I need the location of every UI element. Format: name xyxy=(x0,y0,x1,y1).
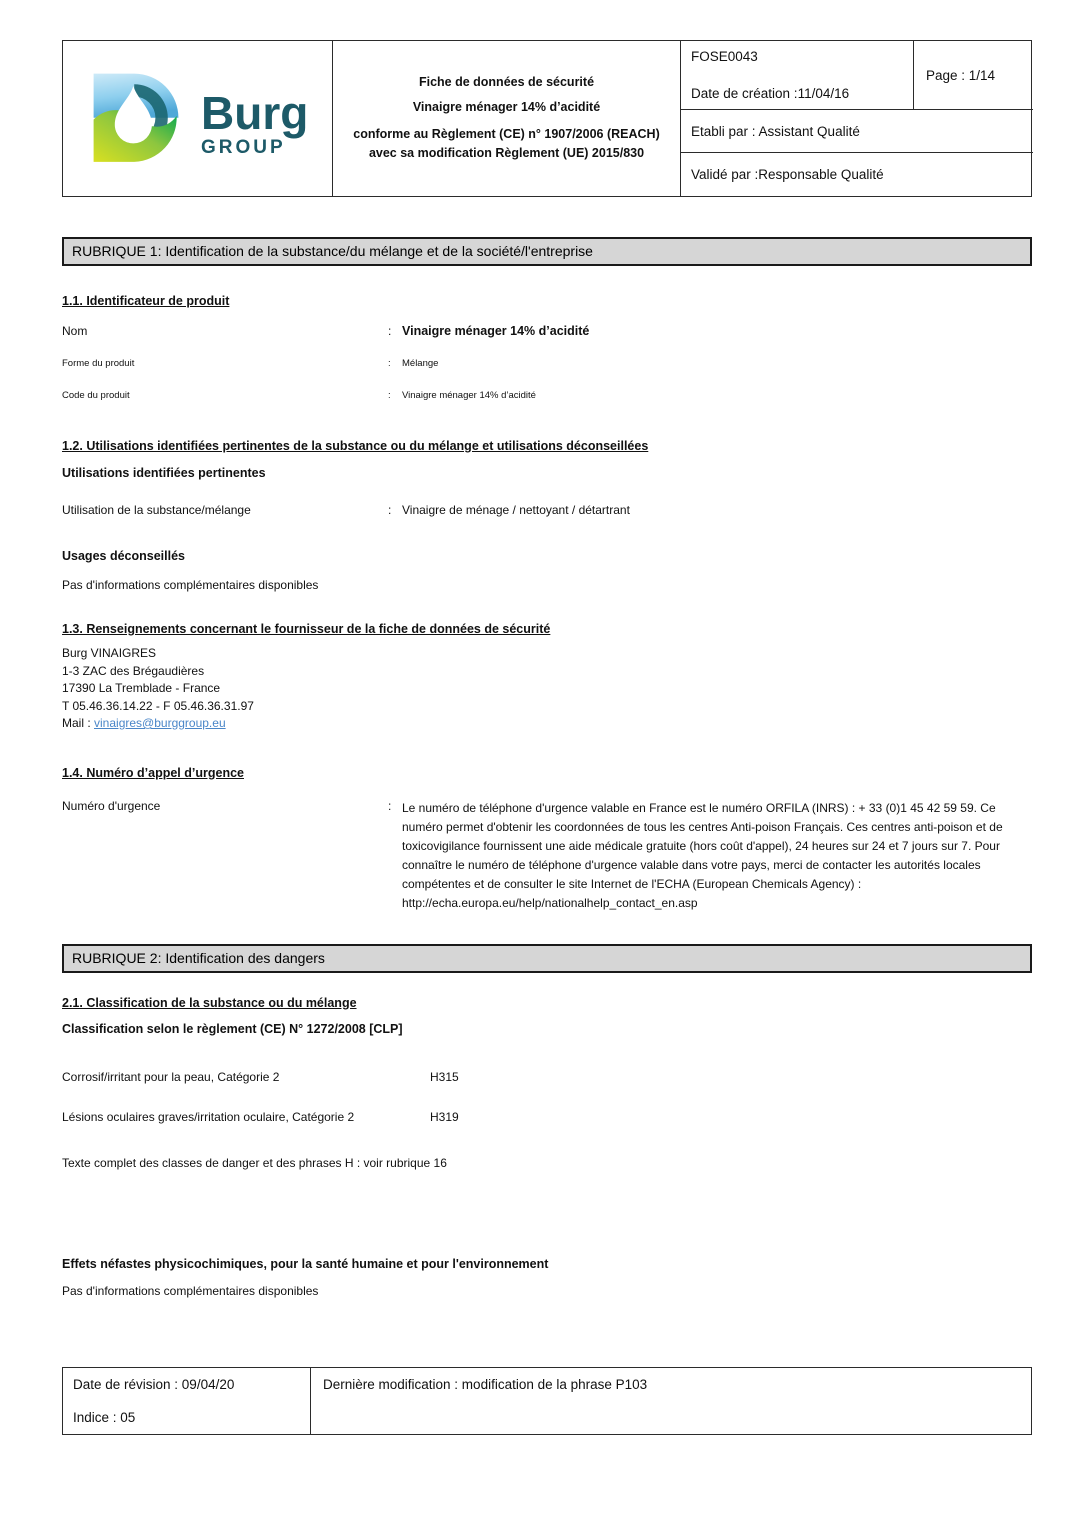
section-header-rubrique-1: RUBRIQUE 1: Identification de la substance/du mélange et de la société/l'entreprise xyxy=(62,237,1032,266)
substance-use-row xyxy=(62,503,1032,517)
supplier-mail-row xyxy=(62,715,1032,733)
last-modification: Dernière modification : modification de la phrase P103 xyxy=(323,1377,648,1392)
identified-uses-subheading: Utilisations identifiées pertinentes xyxy=(62,466,266,480)
advised-against-subheading: Usages déconseillés xyxy=(62,549,185,563)
heading-1-2: 1.2. Utilisations identifiées pertinentes de la substance ou du mélange et utilisations déconseillées xyxy=(62,439,649,453)
document-code: FOSE0043 xyxy=(691,49,758,64)
heading-1-4: 1.4. Numéro d’appel d’urgence xyxy=(62,765,244,780)
supplier-address-block xyxy=(62,645,1032,733)
footer-revision-cell xyxy=(63,1368,311,1434)
no-info-text-1: Pas d'informations complémentaires disponibles xyxy=(62,578,319,592)
footer-modification-cell xyxy=(311,1368,1031,1434)
product-title: Vinaigre ménager 14% d’acidité xyxy=(412,100,601,115)
mail-label: Mail : xyxy=(62,716,91,730)
hazard-code: H315 xyxy=(430,1069,459,1084)
supplier-phone-fax: T 05.46.36.14.22 - F 05.46.36.31.97 xyxy=(62,698,254,713)
document-title: Fiche de données de sécurité xyxy=(418,75,595,90)
no-info-text-2: Pas d'informations complémentaires disponibles xyxy=(62,1283,319,1298)
validated-by: Validé par :Responsable Qualité xyxy=(691,167,884,182)
product-code-value: Vinaigre ménager 14% d’acidité xyxy=(402,390,536,401)
colon: : xyxy=(388,798,392,813)
header-table xyxy=(62,40,1032,197)
footer-table xyxy=(62,1367,1032,1435)
emergency-number-label: Numéro d'urgence xyxy=(62,798,161,813)
hazard-class-label: Lésions oculaires graves/irritation oculaire, Catégorie 2 xyxy=(62,1109,355,1124)
emergency-number-text: Le numéro de téléphone d'urgence valable en France est le numéro ORFILA (INRS) : + 33 (0)1 45 42 59 59. Ce numéro permet d'obtenir les coordonnées de tous les centres Anti-poison Français. Ces centres anti-poison et de toxicovigilance fournissent une aide médicale gratuite (hors coût d'appel), 24 heures sur 24 et 7 jours sur 7. Pour connaître le numéro de téléphone d'urgence valable dans votre pays, merci de contacter les autorités locales compétentes et de consulter le site Internet de l'ECHA (European Chemicals Agency) : http://echa.europa.eu/help/nationalhelp_contact_en.asp xyxy=(402,800,1003,910)
product-code-row xyxy=(62,390,1032,401)
heading-1-3: 1.3. Renseignements concernant le fournisseur de la fiche de données de sécurité xyxy=(62,622,551,636)
hazard-row xyxy=(62,1070,1032,1084)
brand-text xyxy=(201,80,308,157)
colon: : xyxy=(388,503,392,517)
header-logo-cell xyxy=(63,41,333,196)
colon: : xyxy=(388,324,392,338)
section-header-rubrique-2: RUBRIQUE 2: Identification des dangers xyxy=(62,944,1032,973)
index-number: Indice : 05 xyxy=(73,1410,136,1425)
hazard-full-text-note: Texte complet des classes de danger et des phrases H : voir rubrique 16 xyxy=(62,1155,447,1170)
header-info-cell xyxy=(681,41,1033,196)
supplier-city: 17390 La Tremblade - France xyxy=(62,681,221,695)
product-form-label: Forme du produit xyxy=(62,358,135,369)
product-name-label: Nom xyxy=(62,324,88,338)
substance-use-label: Utilisation de la substance/mélange xyxy=(62,503,251,517)
revision-date: Date de révision : 09/04/20 xyxy=(73,1377,235,1392)
substance-use-value: Vinaigre de ménage / nettoyant / détartrant xyxy=(402,503,630,517)
product-form-value: Mélange xyxy=(402,358,439,369)
regulation-reference: conforme au Règlement (CE) n° 1907/2006 (REACH) avec sa modification Règlement (UE) 2015/830 xyxy=(353,127,660,160)
product-form-row xyxy=(62,358,1032,369)
product-name-row xyxy=(62,324,1032,338)
prepared-by: Etabli par : Assistant Qualité xyxy=(681,110,1033,153)
heading-1-1: 1.1. Identificateur de produit xyxy=(62,294,230,308)
hazard-row xyxy=(62,1110,1032,1124)
emergency-number-row xyxy=(62,799,1032,913)
hazard-class-label: Corrosif/irritant pour la peau, Catégorie 2 xyxy=(62,1069,280,1084)
supplier-street: 1-3 ZAC des Brégaudières xyxy=(62,663,205,678)
page-number: Page : 1/14 xyxy=(926,67,996,83)
hazard-code: H319 xyxy=(430,1109,459,1124)
supplier-company: Burg VINAIGRES xyxy=(62,646,157,660)
product-code-label: Code du produit xyxy=(62,390,130,401)
brand-name: Burg xyxy=(201,87,309,139)
header-title-cell xyxy=(333,41,681,196)
colon: : xyxy=(388,390,391,401)
mail-link[interactable]: vinaigres@burggroup.eu xyxy=(94,716,226,730)
clp-classification-subheading: Classification selon le règlement (CE) N° 1272/2008 [CLP] xyxy=(62,1021,403,1036)
product-name-value: Vinaigre ménager 14% d’acidité xyxy=(402,324,590,338)
adverse-effects-subheading: Effets néfastes physicochimiques, pour la santé humaine et pour l'environnement xyxy=(62,1256,549,1271)
colon: : xyxy=(388,358,391,369)
burg-group-logo-icon xyxy=(83,63,189,174)
heading-2-1: 2.1. Classification de la substance ou du mélange xyxy=(62,995,357,1010)
brand-subtitle: GROUP xyxy=(201,137,286,158)
creation-date: Date de création :11/04/16 xyxy=(691,86,850,101)
